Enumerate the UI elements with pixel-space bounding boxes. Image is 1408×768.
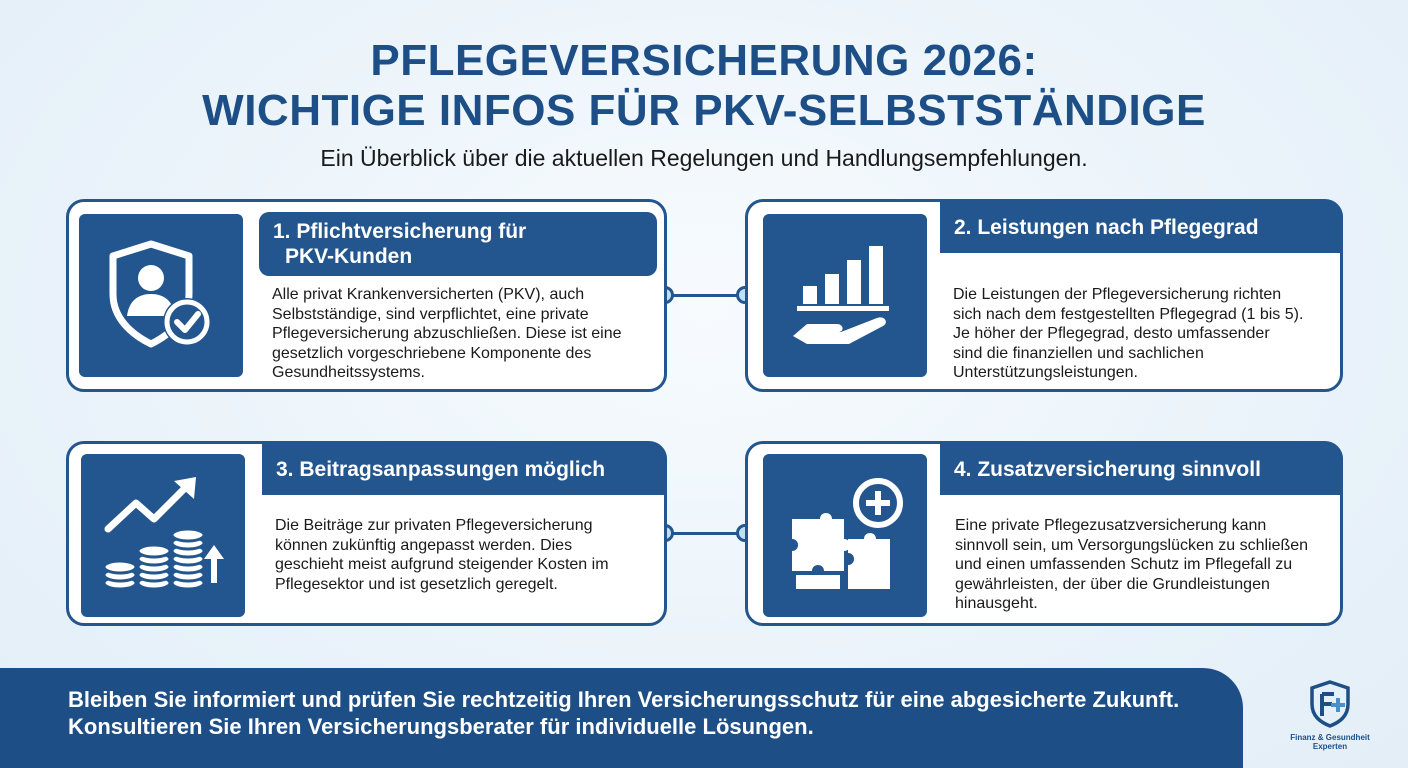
logo-line-2: Experten	[1312, 742, 1348, 751]
brand-logo	[1280, 680, 1380, 760]
connector-bottom	[666, 532, 745, 535]
rising-coins-icon	[98, 471, 228, 601]
puzzle-plus-icon	[780, 471, 910, 601]
card-4-text	[955, 516, 1340, 614]
footer-line-2: Konsultieren Sie Ihren Versicherungsberater für individuelle Lösungen.	[68, 714, 814, 739]
card-3-line: Die Beiträge zur privaten Pflegeversicherung	[275, 517, 593, 534]
card-3-heading	[262, 444, 667, 495]
logo-line-1: Finanz & Gesundheit	[1290, 733, 1370, 742]
card-1-text	[272, 285, 662, 383]
card-2-line: sind die finanziellen und sachlichen	[953, 344, 1204, 362]
card-4-heading-text: 4. Zusatzversicherung sinnvoll	[954, 458, 1261, 481]
card-2-heading-text: 2. Leistungen nach Pflegegrad	[954, 216, 1259, 239]
card-2-text	[953, 285, 1338, 383]
card-1-heading-line-1: 1. Pflichtversicherung für	[273, 220, 527, 243]
title-line-2: WICHTIGE INFOS FÜR PKV-SELBSTSTÄNDIGE	[202, 86, 1206, 135]
card-4-line: hinausgeht.	[955, 595, 1038, 612]
card-4-line: sinnvoll sein, um Versorgungslücken zu schließen	[955, 536, 1309, 554]
hand-bar-chart-icon	[785, 236, 905, 356]
title-line-1: PFLEGEVERSICHERUNG 2026:	[370, 36, 1038, 85]
card-3-icon-box	[81, 454, 245, 617]
card-2-line: Unterstützungsleistungen.	[953, 364, 1138, 381]
page-title	[0, 36, 1408, 136]
card-1-line: gesetzlich vorgeschriebene Komponente des	[272, 344, 592, 362]
card-4-heading	[940, 444, 1343, 495]
card-beitragsanpassungen	[66, 441, 667, 626]
card-1-line: Selbstständige, sind verpflichtet, eine private	[272, 305, 589, 323]
card-1-line: Gesundheitssystems.	[272, 364, 425, 381]
card-3-text	[275, 516, 665, 594]
card-3-heading-text: 3. Beitragsanpassungen möglich	[276, 458, 606, 481]
card-1-line: Pflegeversicherung abzuschließen. Diese ist eine	[272, 325, 622, 342]
card-2-icon-box	[763, 214, 927, 377]
card-2-heading	[940, 202, 1343, 253]
page-subtitle: Ein Überblick über die aktuellen Regelungen und Handlungsempfehlungen.	[320, 145, 1088, 171]
card-2-line: Je höher der Pflegegrad, desto umfassender	[953, 325, 1270, 342]
card-2-line: sich nach dem festgestellten Pflegegrad (1 bis 5).	[953, 305, 1304, 323]
card-zusatzversicherung	[745, 441, 1343, 626]
footer-line-1: Bleiben Sie informiert und prüfen Sie rechtzeitig Ihren Versicherungsschutz für eine abgesicherte Zukunft.	[68, 687, 1180, 712]
card-2-line: Die Leistungen der Pflegeversicherung richten	[953, 286, 1282, 303]
card-3-line: Pflegesektor und ist gesetzlich geregelt.	[275, 575, 558, 593]
card-3-line: geschieht meist aufgrund steigender Kosten im	[275, 556, 609, 573]
shield-person-check-icon	[101, 236, 221, 356]
connector-top	[666, 294, 745, 297]
card-1-heading	[259, 212, 657, 276]
card-1-icon-box	[79, 214, 243, 377]
card-4-icon-box	[763, 454, 927, 617]
card-pflichtversicherung	[66, 199, 667, 392]
card-leistungen	[745, 199, 1343, 392]
card-1-heading-line-2: PKV-Kunden	[285, 245, 413, 268]
footer-banner	[0, 668, 1243, 768]
card-4-line: Eine private Pflegezusatzversicherung kann	[955, 517, 1267, 534]
card-3-line: können zukünftig angepasst werden. Dies	[275, 536, 573, 554]
card-4-line: gewährleisten, der über die Grundleistungen	[955, 575, 1270, 593]
card-4-line: und einen umfassenden Schutz im Pflegefall zu	[955, 556, 1293, 573]
card-1-line: Alle privat Krankenversicherten (PKV), auch	[272, 286, 585, 303]
shield-cross-logo-icon	[1308, 680, 1352, 728]
